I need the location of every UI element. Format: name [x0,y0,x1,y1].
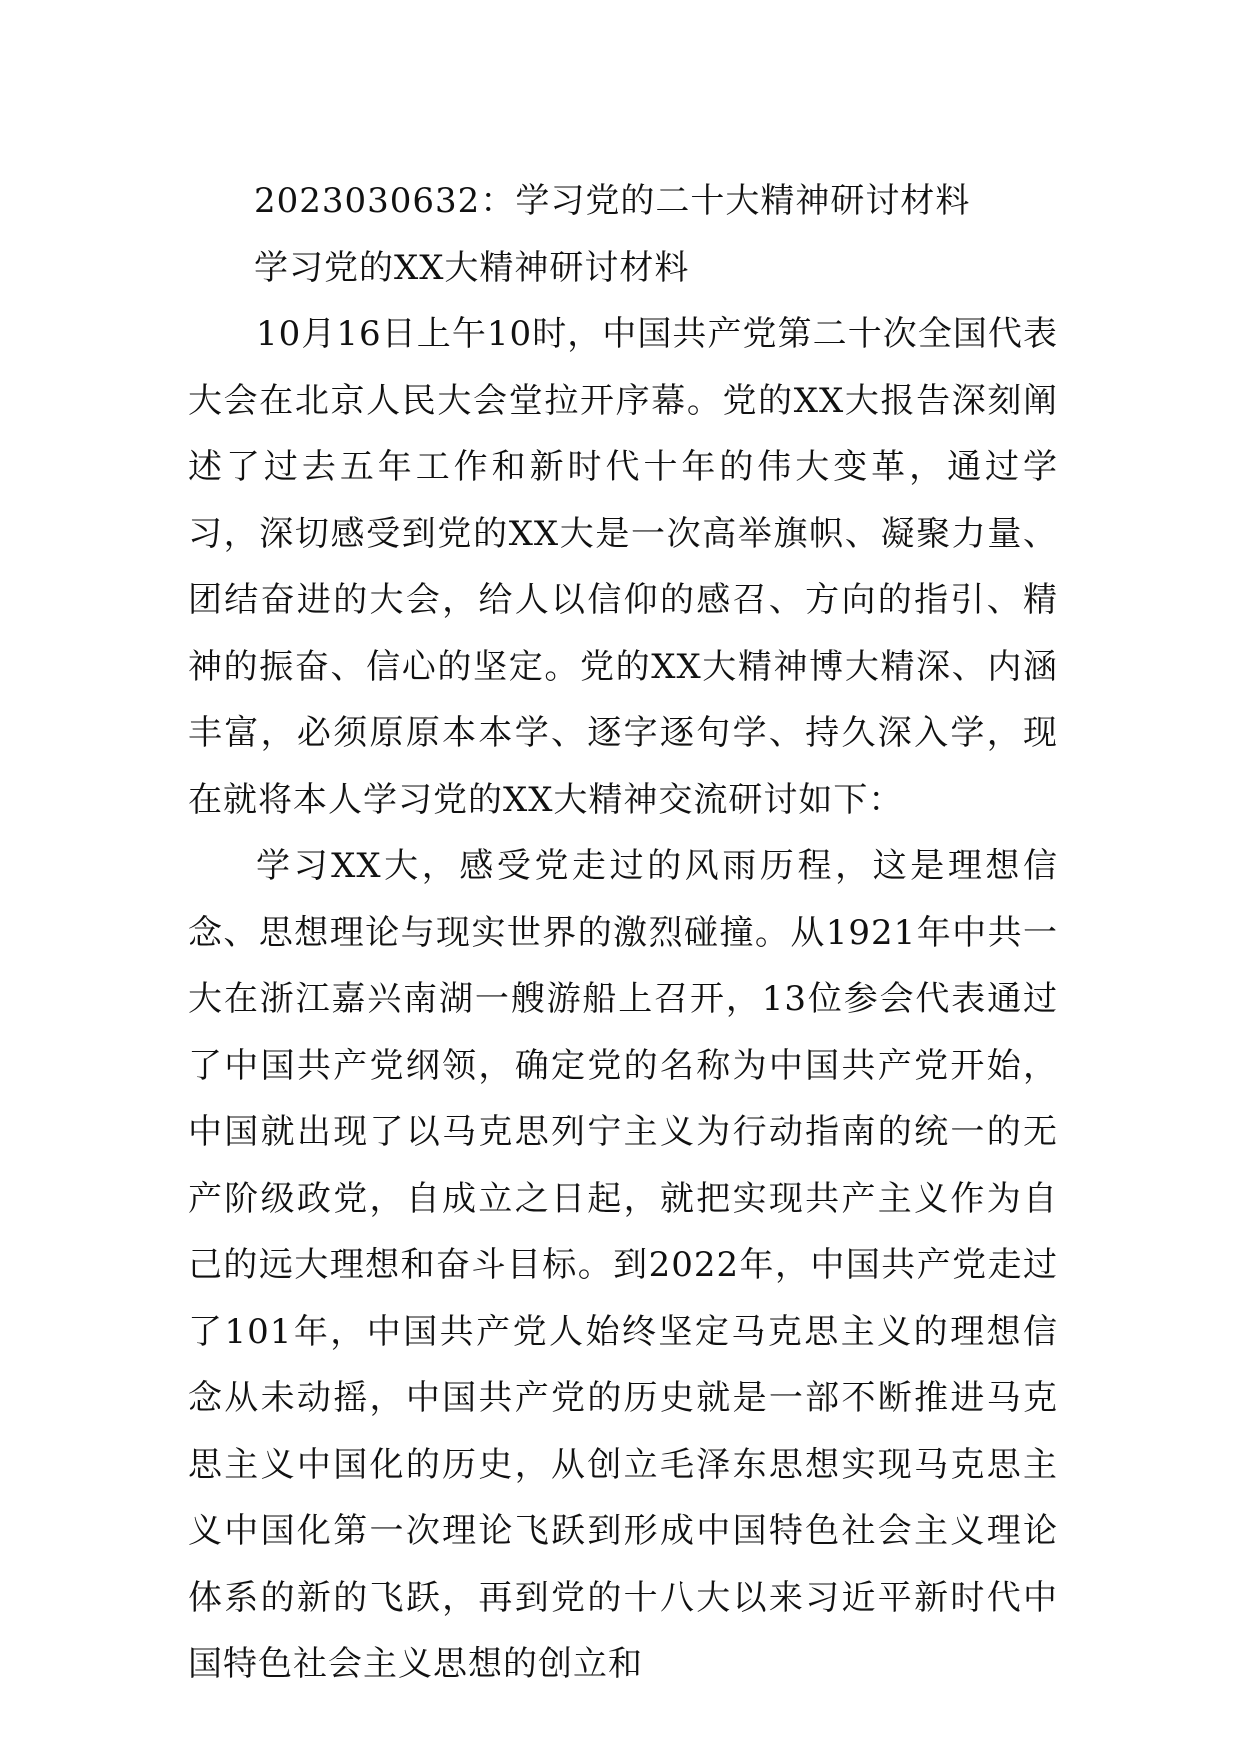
document-title: 学习党的XX大精神研讨材料 [254,247,690,288]
paragraph-1: 10月16日上午10时，中国共产党第二十次全国代表大会在北京人民大会堂拉开序幕。党的XX大报告深刻阐述了过去五年工作和新时代十年的伟大变革，通过学习，深切感受到党的XX大是一次高举旗帜、凝聚力量、团结奋进的大会，给人以信仰的感召、方向的指引、精神的振奋、信心的坚定。党的XX大精神博大精深、内涵丰富，必须原原本本学、逐字逐句学、持久深入学，现在就将本人学习党的XX大精神交流研讨如下： [188,314,1058,820]
header-line: 2023030632：学习党的二十大精神研讨材料 [254,181,971,221]
document-body [188,168,1058,1698]
paragraph-2: 学习XX大，感受党走过的风雨历程，这是理想信念、思想理论与现实世界的激烈碰撞。从1921年中共一大在浙江嘉兴南湖一艘游船上召开，13位参会代表通过了中国共产党纲领，确定党的名称为中国共产党开始，中国就出现了以马克思列宁主义为行动指南的统一的无产阶级政党，自成立之日起，就把实现共产主义作为自己的远大理想和奋斗目标。到2022年，中国共产党走过了101年，中国共产党人始终坚定马克思主义的理想信念从未动摇，中国共产党的历史就是一部不断推进马克思主义中国化的历史，从创立毛泽东思想实现马克思主义中国化第一次理论飞跃到形成中国特色社会主义理论体系的新的飞跃，再到党的十八大以来习近平新时代中国特色社会主义思想的创立和 [188,846,1058,1684]
